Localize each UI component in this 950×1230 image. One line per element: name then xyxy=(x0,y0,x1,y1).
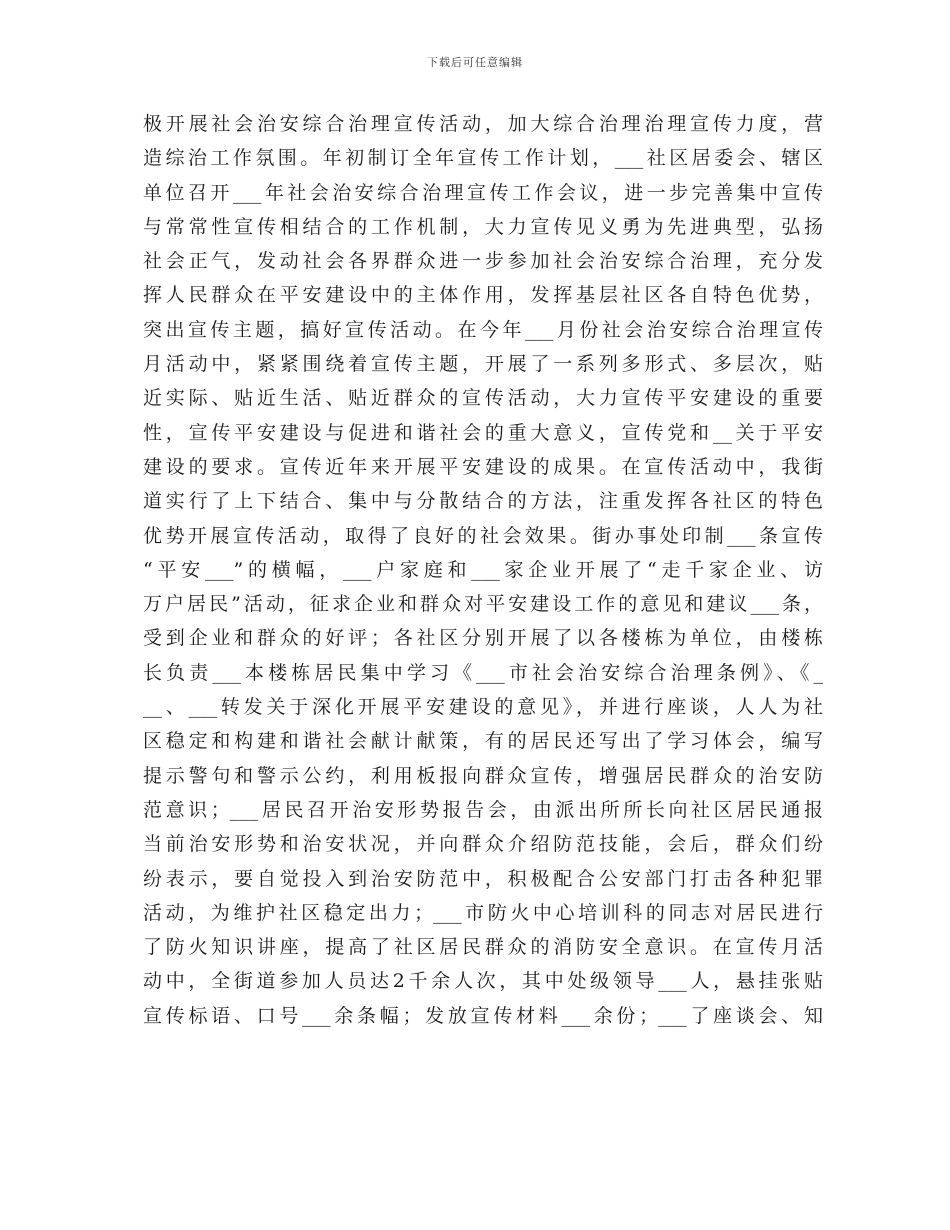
page-header: 下载后可任意编辑 xyxy=(427,56,523,69)
text-line: 了防火知识讲座，提高了社区居民群众的消防安全意识。在宣传月活 xyxy=(143,936,823,959)
document-body xyxy=(143,107,823,1033)
text-line: 活动，为维护社区稳定出力；___市防火中心培训科的同志对居民进行 xyxy=(143,901,823,924)
text-line: 性，宣传平安建设与促进和谐社会的重大意义，宣传党和__关于平安 xyxy=(143,421,823,444)
text-line: 区稳定和构建和谐社会献计献策，有的居民还写出了学习体会，编写 xyxy=(143,730,823,753)
text-line: 当前治安形势和治安状况，并向群众介绍防范技能，会后，群众们纷 xyxy=(143,833,823,856)
text-line: __、___转发关于深化开展平安建设的意见》，并进行座谈，人人为社 xyxy=(143,696,823,719)
text-line: 建设的要求。宣传近年来开展平安建设的成果。在宣传活动中，我街 xyxy=(143,455,823,478)
text-line: 长负责___本楼栋居民集中学习《___市社会治安综合治理条例》、《_ xyxy=(143,661,823,684)
text-line: 提示警句和警示公约，利用板报向群众宣传，增强居民群众的治安防 xyxy=(143,764,823,787)
text-line: 受到企业和群众的好评；各社区分别开展了以各楼栋为单位，由楼栋 xyxy=(143,627,823,650)
text-line: 单位召开___年社会治安综合治理宣传工作会议，进一步完善集中宣传 xyxy=(143,181,823,204)
text-line: 万户居民”活动，征求企业和群众对平安建设工作的意见和建议___条， xyxy=(143,593,823,616)
text-line: 突出宣传主题，搞好宣传活动。在今年___月份社会治安综合治理宣传 xyxy=(143,318,823,341)
text-line: 优势开展宣传活动，取得了良好的社会效果。街办事处印制___条宣传 xyxy=(143,524,823,547)
text-line: 极开展社会治安综合治理宣传活动，加大综合治理治理宣传力度，营 xyxy=(143,113,823,135)
text-line: 造综治工作氛围。年初制订全年宣传工作计划，___社区居委会、辖区 xyxy=(143,147,823,170)
text-line: 近实际、贴近生活、贴近群众的宣传活动，大力宣传平安建设的重要 xyxy=(143,387,823,410)
text-line: 社会正气，发动社会各界群众进一步参加社会治安综合治理，充分发 xyxy=(143,250,823,273)
text-line: 宣传标语、口号___余条幅；发放宣传材料___余份；___了座谈会、知 xyxy=(143,1004,823,1027)
text-line: 范意识；___居民召开治安形势报告会，由派出所所长向社区居民通报 xyxy=(143,798,823,821)
text-line: “平安___”的横幅，___户家庭和___家企业开展了“走千家企业、访 xyxy=(143,558,823,581)
text-line: 月活动中，紧紧围绕着宣传主题，开展了一系列多形式、多层次，贴 xyxy=(143,353,823,376)
text-line: 与常常性宣传相结合的工作机制，大力宣传见义勇为先进典型，弘扬 xyxy=(143,215,823,238)
text-line: 动中，全街道参加人员达2千余人次，其中处级领导___人，悬挂张贴 xyxy=(143,970,823,993)
text-line: 挥人民群众在平安建设中的主体作用，发挥基层社区各自特色优势， xyxy=(143,284,823,307)
text-line: 道实行了上下结合、集中与分散结合的方法，注重发挥各社区的特色 xyxy=(143,490,823,513)
text-line: 纷表示，要自觉投入到治安防范中，积极配合公安部门打击各种犯罪 xyxy=(143,867,823,890)
